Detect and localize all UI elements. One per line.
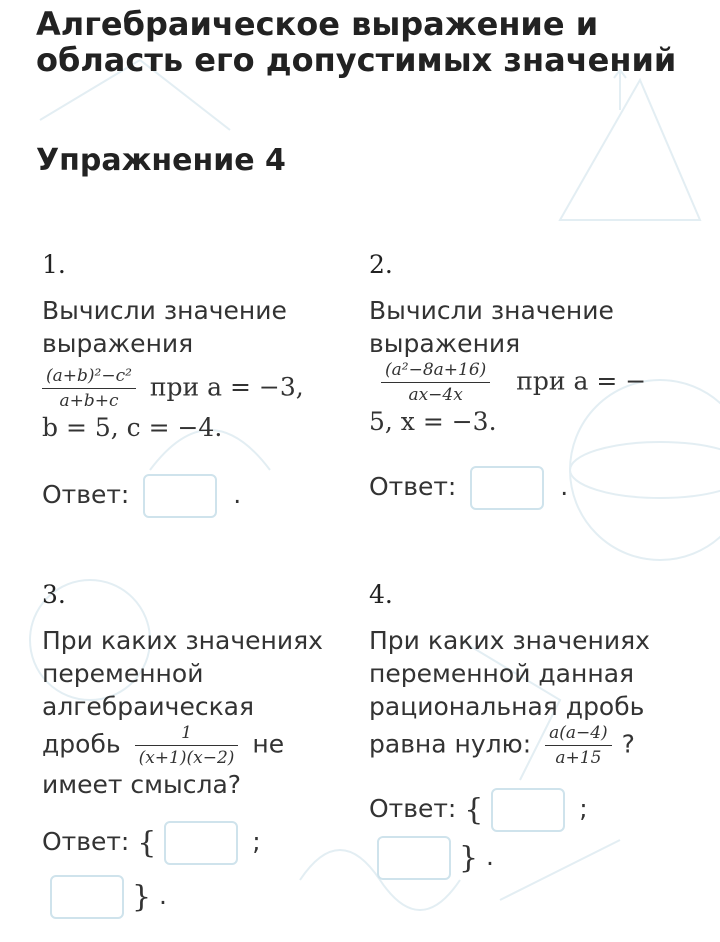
- brace-close: }: [131, 879, 152, 915]
- task-number: 2.: [369, 250, 393, 279]
- answer-input[interactable]: [470, 466, 544, 510]
- answer-label: Ответ:: [369, 472, 457, 501]
- task-fraction: [135, 723, 239, 768]
- task-number: 1.: [42, 250, 66, 279]
- task-2: [369, 248, 689, 510]
- brace-open: {: [137, 825, 157, 861]
- answer-label: Ответ:: [369, 794, 457, 823]
- pre-fraction-text: дробь: [42, 729, 121, 759]
- fraction-numerator: (a+b)²−c²: [46, 366, 132, 386]
- answer-separator: ;: [579, 794, 588, 823]
- task-1: [42, 248, 362, 518]
- task-4: [369, 578, 689, 880]
- task-condition-cont: b = 5, c = −4.: [42, 413, 223, 442]
- task-text: При каких значениях переменной алгебраическая: [42, 626, 323, 721]
- task-condition-cont: 5, x = −3.: [369, 407, 497, 436]
- task-fraction: [545, 723, 612, 768]
- task-text-tail: имеет смысла?: [42, 770, 242, 799]
- task-text: При каких значениях переменной данная рациональная дробь: [369, 626, 650, 721]
- answer-input-2[interactable]: [377, 836, 451, 880]
- task-text: Вычисли значение выражения: [369, 296, 614, 358]
- fraction-denominator: ax−4x: [381, 382, 490, 405]
- page-title: Алгебраическое выражение и область его допустимых значений: [36, 5, 677, 79]
- fraction-denominator: (x+1)(x−2): [135, 745, 239, 768]
- task-condition: при a = −: [516, 366, 647, 396]
- brace-open: {: [464, 792, 484, 828]
- fraction-numerator: a(a−4): [549, 723, 608, 743]
- pre-fraction-text: равна нулю:: [369, 729, 532, 759]
- answer-label: Ответ:: [42, 480, 130, 509]
- task-fraction: [381, 360, 490, 405]
- fraction-denominator: a+15: [545, 745, 612, 768]
- answer-label: Ответ:: [42, 827, 130, 856]
- task-3: [42, 578, 362, 919]
- task-condition: при a = −3,: [149, 372, 304, 402]
- task-number: 4.: [369, 580, 393, 609]
- answer-input-2[interactable]: [50, 875, 124, 919]
- task-text: Вычисли значение выражения: [42, 296, 287, 358]
- answer-separator: ;: [252, 827, 261, 856]
- fraction-numerator: 1: [181, 723, 192, 743]
- post-fraction-text: ?: [621, 729, 635, 759]
- brace-close: }: [458, 840, 479, 876]
- answer-end: .: [233, 480, 242, 509]
- answer-end: .: [560, 472, 569, 501]
- answer-input[interactable]: [143, 474, 217, 518]
- task-fraction: [42, 366, 136, 411]
- fraction-numerator: (a²−8a+16): [385, 360, 487, 380]
- answer-end: .: [159, 881, 167, 910]
- post-fraction-text: не: [252, 729, 285, 759]
- answer-end: .: [486, 842, 494, 871]
- exercise-title: Упражнение 4: [36, 143, 286, 178]
- fraction-denominator: a+b+c: [42, 388, 136, 411]
- answer-input-1[interactable]: [164, 821, 238, 865]
- task-number: 3.: [42, 580, 66, 609]
- answer-input-1[interactable]: [491, 788, 565, 832]
